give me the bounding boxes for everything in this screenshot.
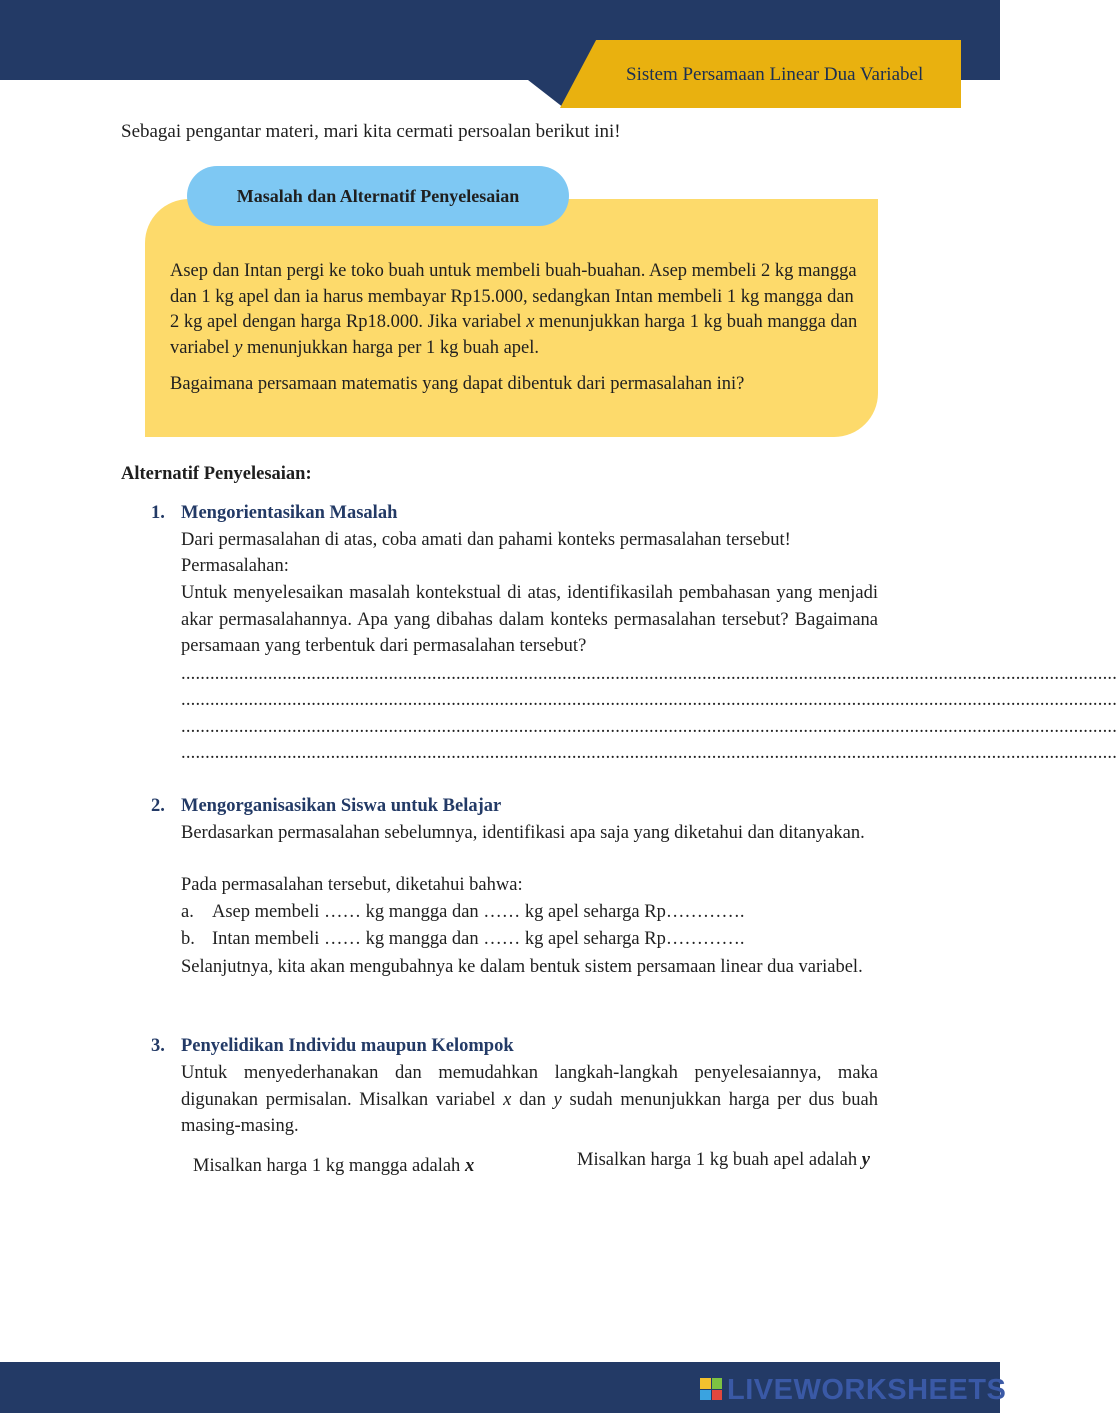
step2-number: 2. bbox=[151, 796, 165, 816]
step1-line1: Dari permasalahan di atas, coba amati dan pahami konteks permasalahan tersebut! bbox=[181, 530, 791, 550]
problem-pill: Masalah dan Alternatif Penyelesaian bbox=[187, 166, 569, 226]
answer-line-4[interactable]: .................................................................................................................................................................................................. bbox=[181, 743, 1117, 763]
step3-paragraph-part1: Untuk menyederhanakan dan memudahkan langkah-langkah penyelesaiannya, maka digunakan permisalan. Misalkan variabel bbox=[181, 1063, 878, 1110]
step3-title: Penyelidikan Individu maupun Kelompok bbox=[181, 1036, 514, 1056]
header-title: Sistem Persamaan Linear Dua Variabel bbox=[626, 64, 924, 85]
liveworksheets-logo-icon bbox=[700, 1378, 722, 1400]
step1-title: Mengorientasikan Masalah bbox=[181, 503, 398, 523]
step3-var-y: y bbox=[553, 1089, 562, 1110]
step3-paragraph-part2: dan bbox=[511, 1089, 554, 1110]
answer-line-2[interactable]: .................................................................................................................................................................................................. bbox=[181, 690, 1117, 710]
misal-mangga-text: Misalkan harga 1 kg mangga adalah bbox=[193, 1156, 461, 1176]
watermark-text: LIVEWORKSHEETS bbox=[727, 1374, 1007, 1406]
misal-apel-text: Misalkan harga 1 kg buah apel adalah bbox=[577, 1150, 858, 1170]
step2-item-b-label: b. bbox=[181, 929, 195, 949]
step3-paragraph-part3: sudah menunjukkan harga per dus buah masing-masing. bbox=[181, 1089, 878, 1136]
answer-line-1[interactable]: .................................................................................................................................................................................................. bbox=[181, 664, 1117, 684]
step1-paragraph: Untuk menyelesaikan masalah kontekstual di atas, identifikasilah pembahasan yang menjadi akar permasalahannya. Apa yang dibahas dalam konteks permasalahan tersebut? Bagaimana persamaan yang terbentuk dari permasalahan tersebut? bbox=[181, 583, 878, 656]
step3-var-x: x bbox=[503, 1089, 512, 1110]
step2-title: Mengorganisasikan Siswa untuk Belajar bbox=[181, 796, 502, 816]
step1-number: 1. bbox=[151, 503, 165, 523]
step3-paragraph bbox=[181, 1060, 878, 1140]
step2-item-b-text[interactable]: Intan membeli …… kg mangga dan …… kg apel seharga Rp…………. bbox=[212, 929, 745, 949]
misal-mangga-var: x bbox=[464, 1156, 475, 1176]
step1-line2: Permasalahan: bbox=[181, 556, 289, 576]
problem-text-part1: Asep dan Intan pergi ke toko buah untuk membeli buah-buahan. Asep membeli 2 kg mangga dan 1 kg apel dan ia harus membayar Rp15.000, sedangkan Intan membeli 1 kg mangga dan 2 kg apel dengan harga Rp18.000. Jika variabel bbox=[170, 261, 857, 332]
alt-heading: Alternatif Penyelesaian: bbox=[121, 464, 312, 484]
step2-item-a-text[interactable]: Asep membeli …… kg mangga dan …… kg apel seharga Rp…………. bbox=[212, 902, 745, 922]
step2-item-a-label: a. bbox=[181, 902, 194, 922]
step2-paragraph: Berdasarkan permasalahan sebelumnya, identifikasi apa saja yang diketahui dan ditanyakan. bbox=[181, 823, 865, 843]
problem-text-part2: menunjukkan harga 1 kg buah mangga dan variabel bbox=[170, 312, 858, 358]
step3-number: 3. bbox=[151, 1036, 165, 1056]
answer-line-3[interactable]: .................................................................................................................................................................................................. bbox=[181, 717, 1117, 737]
step2-known-line: Pada permasalahan tersebut, diketahui bahwa: bbox=[181, 875, 523, 895]
problem-text-part3: menunjukkan harga per 1 kg buah apel. bbox=[242, 337, 540, 358]
intro-text: Sebagai pengantar materi, mari kita cermati persoalan berikut ini! bbox=[121, 121, 621, 142]
step2-closing: Selanjutnya, kita akan mengubahnya ke dalam bentuk sistem persamaan linear dua variabel. bbox=[181, 957, 863, 977]
problem-text bbox=[170, 259, 860, 361]
misal-mangga bbox=[193, 1156, 474, 1177]
problem-var-y: y bbox=[234, 337, 243, 358]
problem-question: Bagaimana persamaan matematis yang dapat dibentuk dari permasalahan ini? bbox=[170, 374, 745, 394]
problem-var-x: x bbox=[526, 312, 535, 332]
misal-apel bbox=[577, 1150, 870, 1171]
misal-apel-var: y bbox=[861, 1150, 870, 1170]
